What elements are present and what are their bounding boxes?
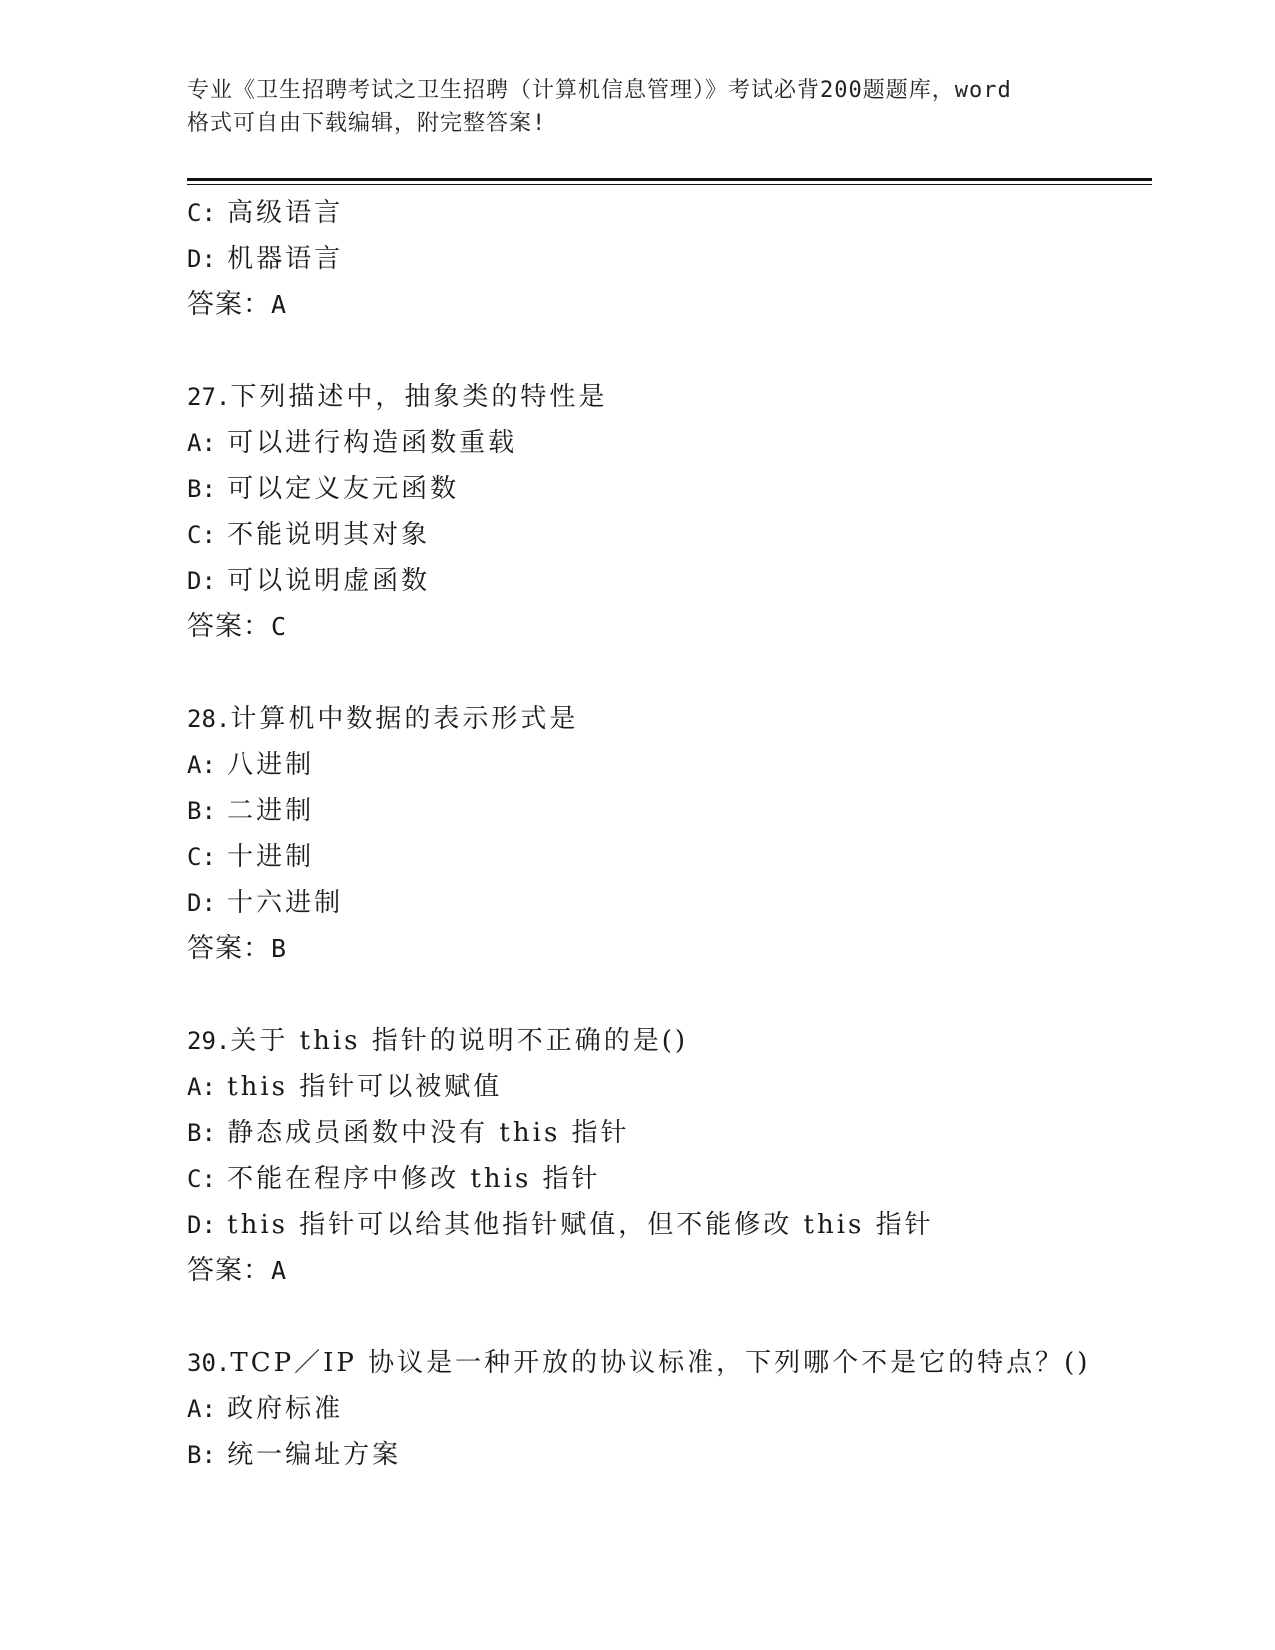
- question-block-29: [187, 1018, 1167, 1294]
- answer-value: C: [271, 612, 288, 641]
- option-b: B: 二进制: [187, 796, 315, 826]
- answer-line: 答案：A: [187, 289, 288, 320]
- question-text: 27.下列描述中，抽象类的特性是: [187, 382, 608, 412]
- option-c: C: 不能说明其对象: [187, 520, 431, 550]
- question-number: 27.: [187, 383, 231, 411]
- block-spacer: [187, 650, 1167, 696]
- block-spacer: [187, 328, 1167, 374]
- answer-line: 答案：B: [187, 933, 288, 964]
- question-number: 30.: [187, 1349, 231, 1377]
- option-d: D: this 指针可以给其他指针赋值，但不能修改 this 指针: [187, 1210, 934, 1240]
- question-number: 29.: [187, 1027, 231, 1055]
- header-line-1: 专业《卫生招聘考试之卫生招聘（计算机信息管理）》考试必背200题题库，word: [187, 78, 1012, 103]
- header-divider-thin: [187, 184, 1152, 185]
- question-number: 28.: [187, 705, 231, 733]
- option-a: A: 可以进行构造函数重载: [187, 428, 518, 458]
- question-block-27: [187, 374, 1167, 650]
- option-a: A: 八进制: [187, 750, 315, 780]
- option-c: C: 不能在程序中修改 this 指针: [187, 1164, 601, 1194]
- option-d: D: 机器语言: [187, 244, 344, 274]
- answer-value: A: [271, 290, 288, 319]
- option-b: B: 静态成员函数中没有 this 指针: [187, 1118, 630, 1148]
- answer-value: A: [271, 1256, 288, 1285]
- question-text: 28.计算机中数据的表示形式是: [187, 704, 579, 734]
- block-spacer: [187, 1294, 1167, 1340]
- option-c: C: 高级语言: [187, 198, 344, 228]
- question-block-continued: [187, 190, 1167, 328]
- question-block-28: [187, 696, 1167, 972]
- block-spacer: [187, 972, 1167, 1018]
- option-b: B: 统一编址方案: [187, 1440, 402, 1470]
- option-c: C: 十进制: [187, 842, 315, 872]
- question-list: [187, 190, 1167, 1478]
- question-text: 30.TCP／IP 协议是一种开放的协议标准，下列哪个不是它的特点？(): [187, 1348, 1091, 1378]
- option-a: A: 政府标准: [187, 1394, 344, 1424]
- document-header: [187, 74, 1087, 140]
- header-divider-thick: [187, 178, 1152, 181]
- answer-line: 答案：C: [187, 611, 288, 642]
- answer-value: B: [271, 934, 288, 963]
- header-line-2: 格式可自由下载编辑，附完整答案!: [187, 111, 547, 136]
- question-block-30: [187, 1340, 1167, 1478]
- option-a: A: this 指针可以被赋值: [187, 1072, 503, 1102]
- option-d: D: 十六进制: [187, 888, 344, 918]
- question-text: 29.关于 this 指针的说明不正确的是(): [187, 1026, 689, 1056]
- option-d: D: 可以说明虚函数: [187, 566, 431, 596]
- answer-line: 答案：A: [187, 1255, 288, 1286]
- option-b: B: 可以定义友元函数: [187, 474, 460, 504]
